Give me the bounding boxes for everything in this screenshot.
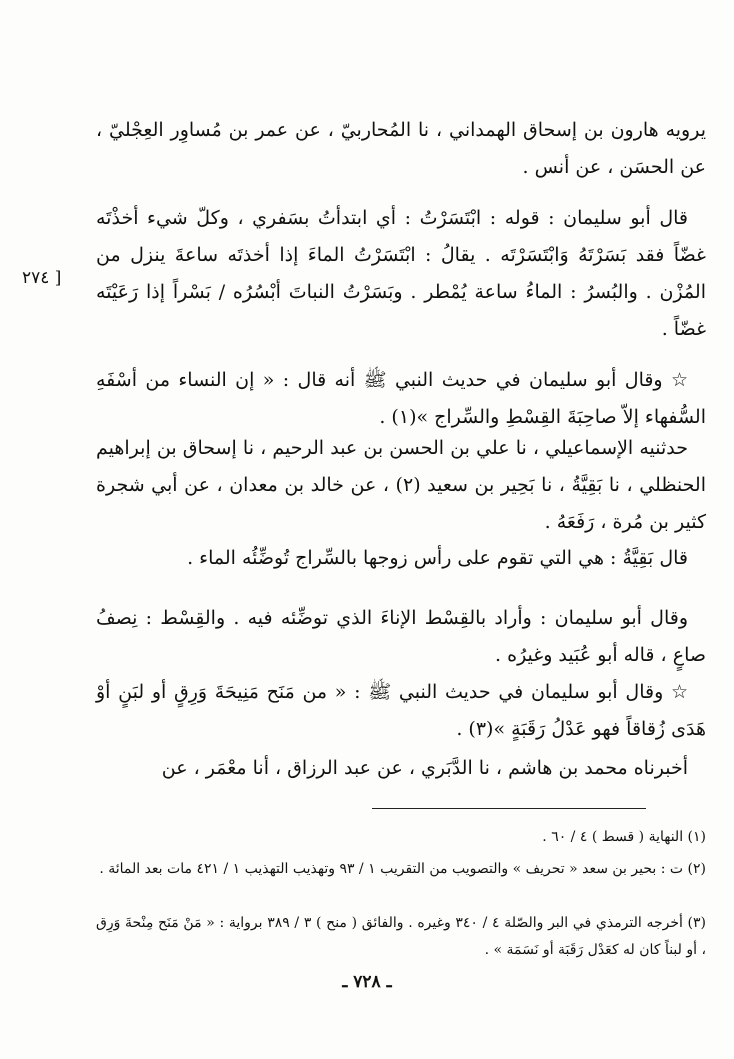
paragraph-hadith: ☆ وقال أبو سليمان في حديث النبي ﷺ أنه قال : « إن النساء من أسْفَهِ السُّفهاء إلاّ صاحِبَةَ القِسْطِ والسِّراج »(١) . [96, 369, 706, 428]
page-number: ـ ٧٢٨ ـ [342, 972, 392, 992]
paragraph-isnad: حدثنيه الإسماعيلي ، نا علي بن الحسن بن عبد الرحيم ، نا إسحاق بن إبراهيم الحنظلي ، نا بَقِيَّةُ ، نا بَحِير بن سعيد (٢) ، عن خالد بن معدان ، عن أبي شجرة كثير بن مُرة ، رَفَعَهُ . [96, 437, 706, 533]
paragraph-akhbarana: أخبرناه محمد بن هاشم ، نا الدَّبَري ، عن عبد الرزاق ، أنا معْمَر ، عن [161, 757, 688, 779]
paragraph-narration: يرويه هارون بن إسحاق الهمداني ، نا المُحاربيّ ، عن عمر بن مُساوِر العِجْليّ ، عن الحسَن ، عن أنس . [96, 119, 706, 178]
footnote-2: (٢) ت : بحير بن سعد « تحريف » والتصويب من التقريب ١ / ٩٣ وتهذيب التهذيب ١ / ٤٢١ مات بعد المائة . [99, 861, 706, 877]
margin-page-reference: [ ٢٧٤ [22, 268, 62, 288]
paragraph-explanation: قال أبو سليمان : قوله : ابْتَسَرْتُ : أي ابتدأتُ بسَفري ، وكلّ شيء أخذْتَه غضّاً فقد بَسَرْتَهُ وَابْتَسَرْتَه . يقالُ : ابْتَسَرْتُ الماءَ إذا أخذتَه ساعةَ ينزل من المُزْن . والبُسرُ : الماءُ ساعة يُمْطر . وبَسَرْتُ النباتَ أبْسُرُه / بَسْراً إذا رَعَيْتَه غضّاً . [96, 207, 706, 340]
footnote-1: (١) النهاية ( قسط ) ٤ / ٦٠ . [542, 829, 706, 845]
footnote-divider [372, 808, 646, 809]
paragraph-hadith-maniha: ☆ وقال أبو سليمان في حديث النبي ﷺ : « من مَنَح مَنِيحَةَ وَرِقٍ أو لبَنٍ أوْ هَدَى زُقاقاً فهو عَدْلُ رَقَبَةٍ »(٣) . [96, 681, 706, 740]
paragraph-qist: وقال أبو سليمان : وأراد بالقِسْط الإناءَ الذي توضِّئه فيه . والقِسْط : نِصفُ صاعٍ ، قاله أبو عُبَيد وغيرُه . [96, 607, 706, 666]
footnote-3: (٣) أخرجه الترمذي في البر والصّلة ٤ / ٣٤٠ وغيره . والفائق ( منح ) ٣ / ٣٨٩ برواية : « مَنْ مَنَح مِنْحةَ وَرِق ، أو لبناً كان له كعَدْل رَقَبَة أو نَسَمَة » . [96, 915, 706, 958]
paragraph-baqiyya: قال بَقِيَّةُ : هي التي تقوم على رأس زوجها بالسِّراج تُوضِّئُه الماء . [187, 547, 688, 569]
